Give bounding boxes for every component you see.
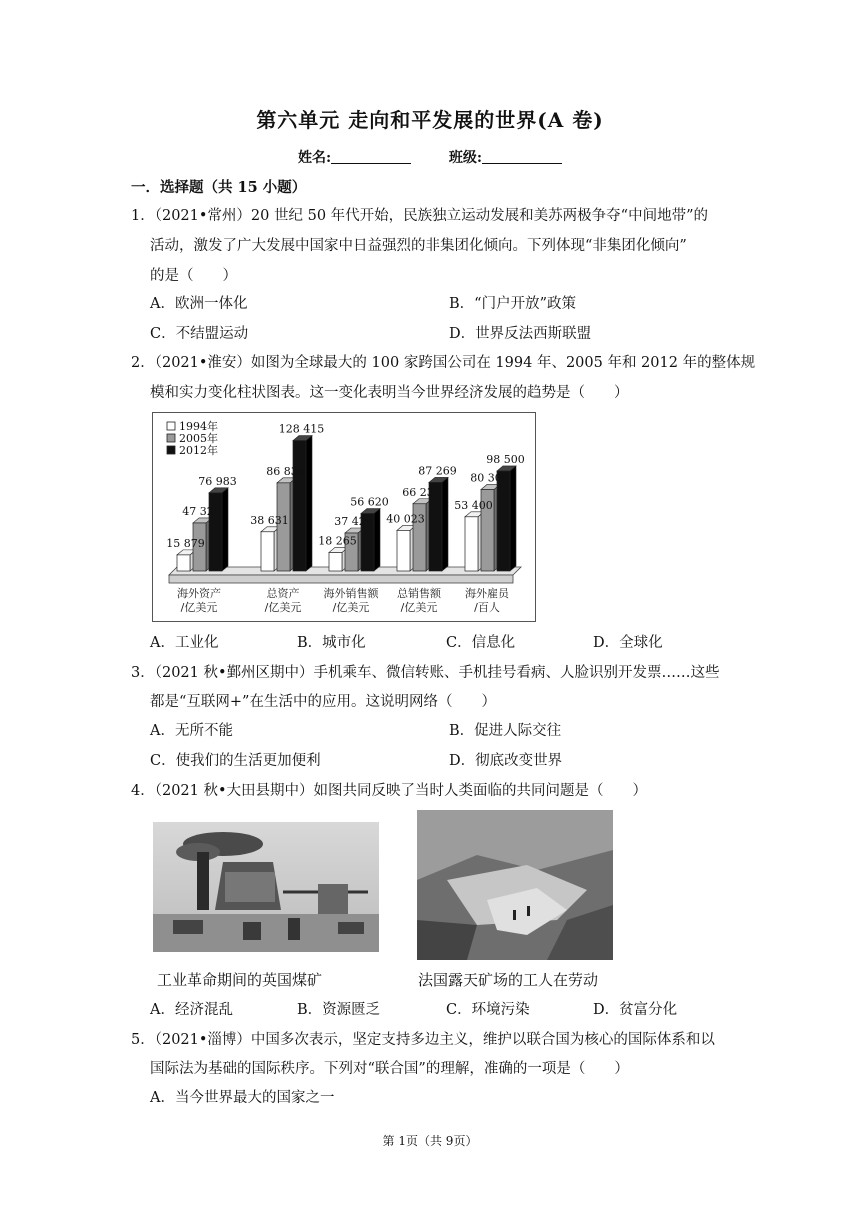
bar-value-label: 86 830 <box>266 464 305 478</box>
coal-mine-photo <box>153 822 379 952</box>
category-label: /亿美元 <box>264 601 302 614</box>
legend-swatch <box>167 422 175 430</box>
bar-chart <box>153 413 535 621</box>
q4-option-c[interactable]: C．环境污染 <box>446 1002 530 1018</box>
bar-value-label: 37 420 <box>334 515 373 529</box>
category-label: 海外资产 <box>177 587 221 600</box>
legend-label: 2012年 <box>179 444 218 457</box>
name-blank[interactable] <box>331 149 411 164</box>
bar-side <box>442 477 448 571</box>
bar <box>293 441 306 571</box>
q1-line-2: 活动，激发了广大发展中国家中日益强烈的非集团化倾向。下列体现“非集团化倾向” <box>150 238 687 254</box>
legend-label: 2005年 <box>179 432 218 445</box>
q1-option-a[interactable]: A．欧洲一体化 <box>150 296 248 312</box>
bar <box>277 483 290 571</box>
q3-option-b[interactable]: B．促进人际交往 <box>449 723 562 739</box>
q4-option-d[interactable]: D．贫富分化 <box>593 1002 678 1018</box>
category-label: 总资产 <box>266 587 300 600</box>
bar <box>465 517 478 571</box>
q3-option-d[interactable]: D．彻底改变世界 <box>449 753 563 769</box>
bar-value-label: 66 230 <box>402 485 441 499</box>
open-pit-mine-photo <box>417 810 613 960</box>
bar-side <box>306 436 312 571</box>
q4-line-1: 4．（2021 秋•大田县期中）如图共同反映了当时人类面临的共同问题是（ ） <box>131 783 648 799</box>
name-label: 姓名: <box>297 150 332 166</box>
q2-option-c[interactable]: C．信息化 <box>446 635 516 651</box>
q2-option-b[interactable]: B．城市化 <box>297 635 366 651</box>
bar-value-label: 87 269 <box>418 464 457 478</box>
bar-side <box>374 509 380 571</box>
q1-option-b[interactable]: B．“门户开放”政策 <box>449 296 576 312</box>
name-class-bar <box>0 147 860 167</box>
chart-category-labels <box>177 586 510 614</box>
legend-label: 1994年 <box>179 420 218 433</box>
category-label: /亿美元 <box>180 601 218 614</box>
bar-chart-figure <box>152 412 536 622</box>
q3-line-1: 3．（2021 秋•鄞州区期中）手机乘车、微信转账、手机挂号看病、人脸识别开发票……这些 <box>131 665 720 681</box>
chart-floor-front <box>169 575 513 583</box>
bar <box>397 530 410 571</box>
q4-option-b[interactable]: B．资源匮乏 <box>297 1002 381 1018</box>
legend-swatch <box>167 446 175 454</box>
section-heading: 一．选择题（共 15 小题） <box>131 179 307 196</box>
bar-value-label: 38 631 <box>250 513 289 527</box>
bar-value-label: 98 500 <box>486 452 525 466</box>
q5-line-1: 5．（2021•淄博）中国多次表示，坚定支持多边主义，维护以联合国为核心的国际体系和以 <box>131 1032 715 1048</box>
bar-value-label: 40 023 <box>386 512 425 526</box>
q3-option-a[interactable]: A．无所不能 <box>150 723 233 739</box>
q2-option-d[interactable]: D．全球化 <box>593 635 663 651</box>
page-footer: 第 1页（共 9页） <box>382 1134 478 1148</box>
q5-line-2: 国际法为基础的国际秩序。下列对“联合国”的理解，准确的一项是（ ） <box>150 1061 629 1077</box>
bar <box>329 552 342 571</box>
bar <box>177 555 190 571</box>
q1-line-1: 1．（2021•常州）20 世纪 50 年代开始，民族独立运动发展和美苏两极争夺“中间地带”的 <box>131 208 708 224</box>
bar-value-label: 53 400 <box>454 498 493 512</box>
category-label: 总销售额 <box>397 587 441 600</box>
bar-side <box>222 488 228 571</box>
q5-option-a[interactable]: A．当今世界最大的国家之一 <box>150 1090 335 1106</box>
coal-mine-caption: 工业革命期间的英国煤矿 <box>157 971 323 989</box>
bar-value-label: 15 879 <box>166 536 205 550</box>
q1-option-d[interactable]: D．世界反法西斯联盟 <box>449 326 592 342</box>
category-label: 海外销售额 <box>323 587 379 600</box>
bar-value-label: 47 320 <box>182 504 221 518</box>
category-label: 海外雇员 <box>465 587 509 600</box>
q3-option-c[interactable]: C．使我们的生活更加便利 <box>150 753 321 769</box>
chart-legend <box>167 419 218 457</box>
q2-line-1: 2．（2021•淮安）如图为全球最大的 100 家跨国公司在 1994 年、2005 年和 2012 年的整体规 <box>131 355 756 371</box>
class-blank[interactable] <box>482 149 562 164</box>
q2-option-a[interactable]: A．工业化 <box>150 635 219 651</box>
bar-value-label: 18 265 <box>318 534 357 548</box>
q4-option-a[interactable]: A．经济混乱 <box>150 1002 233 1018</box>
legend-swatch <box>167 434 175 442</box>
q3-line-2: 都是“互联网+”在生活中的应用。这说明网络（ ） <box>150 694 496 710</box>
bar-value-label: 80 300 <box>470 471 509 485</box>
q1-option-c[interactable]: C．不结盟运动 <box>150 326 249 342</box>
q2-line-2: 模和实力变化柱状图表。这一变化表明当今世界经济发展的趋势是（ ） <box>150 385 629 401</box>
bar-value-label: 128 415 <box>278 422 325 436</box>
bar <box>261 532 274 571</box>
class-label: 班级: <box>448 150 483 166</box>
category-label: /亿美元 <box>400 601 438 614</box>
bar-value-label: 56 620 <box>350 495 389 509</box>
category-label: /亿美元 <box>332 601 370 614</box>
bar-value-label: 76 983 <box>198 474 237 488</box>
q1-line-3: 的是（ ） <box>150 268 237 284</box>
category-label: /百人 <box>474 601 500 614</box>
bar-side <box>510 466 516 571</box>
page-title: 第六单元 走向和平发展的世界(A 卷) <box>256 108 604 132</box>
bar <box>497 471 510 571</box>
open-pit-mine-caption: 法国露天矿场的工人在劳动 <box>418 971 599 989</box>
